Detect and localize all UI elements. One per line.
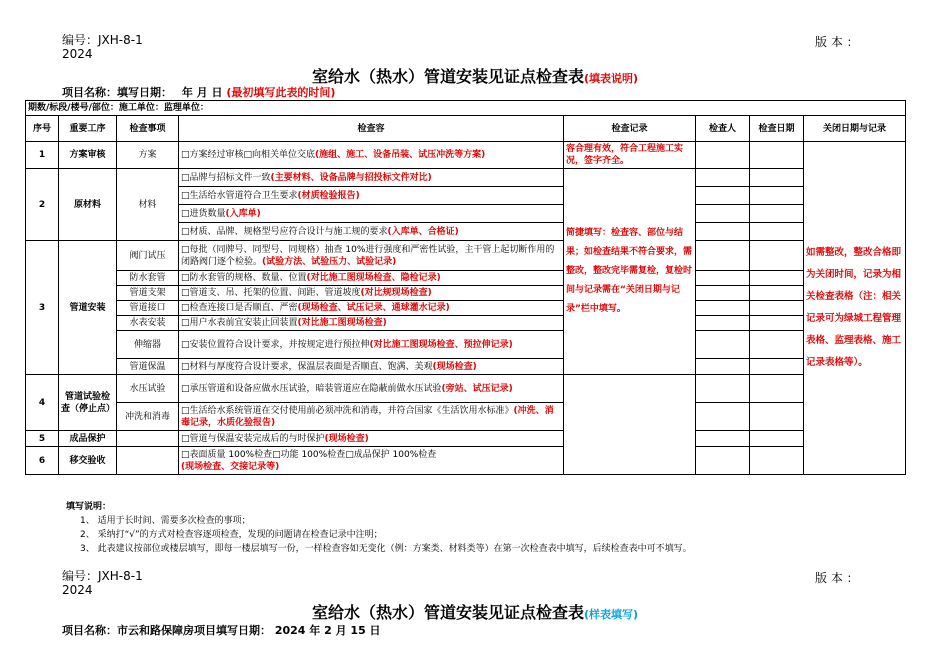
row-item: 管道接口 bbox=[117, 301, 179, 316]
content-text: □材料与厚度符合设计要求，保温层表面是否顺直、饱满、美观 bbox=[181, 361, 433, 372]
row-content bbox=[179, 331, 564, 359]
row-no: 2 bbox=[26, 169, 59, 241]
date-cell[interactable] bbox=[750, 375, 804, 403]
table-row bbox=[26, 169, 906, 187]
inspector-cell[interactable] bbox=[696, 223, 750, 241]
header-date: 检查日期 bbox=[750, 116, 804, 142]
row-no: 6 bbox=[26, 447, 59, 475]
row-item: 阀门试压 bbox=[117, 241, 179, 271]
content-text: □承压管道和设备应做水压试验，暗装管道应在隐蔽前做水压试验 bbox=[181, 383, 442, 394]
close-note: 如需整改，整改合格即为关闭时间，记录为相关检查表格（注：相关记录可为绿城工程管理表格、监理表格、施工记录表格等）。 bbox=[804, 142, 906, 475]
row-content bbox=[179, 375, 564, 403]
content-hint: (对比施工图现场检查、预拉伸记录) bbox=[369, 339, 513, 350]
date-cell[interactable] bbox=[750, 403, 804, 431]
row-content bbox=[179, 286, 564, 301]
content-text: □方案经过审核□向相关单位交底 bbox=[181, 150, 316, 160]
row-content bbox=[179, 142, 564, 169]
date-note: (最初填写此表的时间) bbox=[226, 86, 336, 99]
content-hint: (冲洗、消毒记录，水质化验报告) bbox=[181, 405, 554, 428]
row-item: 材料 bbox=[117, 169, 179, 241]
row-item bbox=[117, 447, 179, 475]
row-content bbox=[179, 447, 564, 475]
doc-code bbox=[62, 33, 182, 61]
row-process: 管道安装 bbox=[59, 241, 117, 375]
doc-code-2 bbox=[62, 569, 182, 597]
table-row bbox=[26, 301, 906, 316]
row-no: 5 bbox=[26, 431, 59, 447]
instructions bbox=[66, 500, 926, 556]
project-line-2: 项目名称：市云和路保障房项目填写日期： 2024 年 2 月 15 日 bbox=[62, 624, 381, 637]
row-item: 水表安装 bbox=[117, 316, 179, 331]
doc-code-text-2: 编号：JXH-8-1 bbox=[62, 569, 143, 583]
doc-title-note: (填表说明) bbox=[583, 72, 639, 85]
doc-title-text-2: 室给水（热水）管道安装见证点检查表 bbox=[311, 603, 584, 622]
doc-version-2: 版 本 ： bbox=[815, 571, 859, 585]
inspector-cell[interactable] bbox=[696, 187, 750, 205]
table-row bbox=[26, 316, 906, 331]
inspector-cell[interactable] bbox=[696, 447, 750, 475]
inspector-cell[interactable] bbox=[696, 375, 750, 403]
content-text: □生活给水管道符合卫生要求 bbox=[181, 190, 298, 201]
content-text: □每批（同牌号、同型号、同规格）抽查 10%进行强度和严密性试验，主干管上起切断作用的闭路阀门逐个检验。 bbox=[181, 244, 555, 267]
row-content bbox=[179, 359, 564, 375]
row-process: 原材料 bbox=[59, 169, 117, 241]
date-cell[interactable] bbox=[750, 187, 804, 205]
header-content: 检查容 bbox=[179, 116, 564, 142]
project-line bbox=[62, 84, 335, 100]
record-note: 容合理有效，符合工程施工实况，签字齐全。 bbox=[564, 142, 696, 169]
doc-version: 版 本 ： bbox=[815, 35, 859, 49]
inspector-cell[interactable] bbox=[696, 403, 750, 431]
content-hint: (对比规现场检查) bbox=[360, 288, 432, 298]
date-cell[interactable] bbox=[750, 331, 804, 359]
row-item: 冲洗和消毒 bbox=[117, 403, 179, 431]
date-cell[interactable] bbox=[750, 316, 804, 331]
doc-title-note-2: (样表填写) bbox=[583, 608, 639, 621]
content-text: □品牌与招标文件一致 bbox=[181, 172, 271, 183]
header-record: 检查记录 bbox=[564, 116, 696, 142]
row-process: 方案审核 bbox=[59, 142, 117, 169]
date-cell[interactable] bbox=[750, 241, 804, 271]
row-item bbox=[117, 431, 179, 447]
inspector-cell[interactable] bbox=[696, 271, 750, 286]
project-label: 项目名称：填写日期： bbox=[62, 86, 172, 99]
table-row bbox=[26, 286, 906, 301]
table-row bbox=[26, 142, 906, 169]
row-content bbox=[179, 403, 564, 431]
content-hint: (入库单) bbox=[225, 208, 261, 219]
content-text: □生活给水系统管道在交付使用前必须冲洗和消毒，并符合国家《生活饮用水标准》 bbox=[181, 405, 514, 416]
row-item: 管道支架 bbox=[117, 286, 179, 301]
table-row bbox=[26, 375, 906, 403]
content-hint: (对比施工图现场检查) bbox=[297, 318, 387, 328]
row-no: 3 bbox=[26, 241, 59, 375]
table-row bbox=[26, 447, 906, 475]
content-text: □表面质量 100%检查□功能 100%检查□成品保护 100%检查 bbox=[181, 449, 437, 460]
row-process: 移交验收 bbox=[59, 447, 117, 475]
row-content bbox=[179, 241, 564, 271]
inspector-cell[interactable] bbox=[696, 431, 750, 447]
content-text: □防水套管的规格、数量、位置 bbox=[181, 273, 307, 283]
inspector-cell[interactable] bbox=[696, 316, 750, 331]
row-item: 方案 bbox=[117, 142, 179, 169]
row-no: 1 bbox=[26, 142, 59, 169]
doc-year-2: 2024 bbox=[62, 583, 93, 597]
table-row bbox=[26, 403, 906, 431]
table-row bbox=[26, 359, 906, 375]
inspection-table bbox=[25, 100, 906, 475]
date-cell[interactable] bbox=[750, 223, 804, 241]
inspector-cell[interactable] bbox=[696, 331, 750, 359]
row-item: 水压试验 bbox=[117, 375, 179, 403]
row-content bbox=[179, 223, 564, 241]
content-text: □检查连接口是否顺直、严密 bbox=[181, 303, 298, 313]
content-hint: (现场检查、试压记录、通球灌水记录) bbox=[297, 303, 450, 313]
row-process: 管道试验检查（停止点） bbox=[59, 375, 117, 431]
header-process: 重要工序 bbox=[59, 116, 117, 142]
content-hint: (现场检查) bbox=[432, 361, 477, 372]
content-hint: (入库单、合格证) bbox=[387, 226, 459, 237]
row-item: 伸缩器 bbox=[117, 331, 179, 359]
inspector-cell[interactable] bbox=[696, 142, 750, 169]
row-content bbox=[179, 316, 564, 331]
table-row bbox=[26, 271, 906, 286]
date-cell[interactable] bbox=[750, 286, 804, 301]
content-hint: (现场检查) bbox=[324, 433, 369, 444]
date-cell[interactable] bbox=[750, 142, 804, 169]
date-cell[interactable] bbox=[750, 271, 804, 286]
date-cell[interactable] bbox=[750, 359, 804, 375]
table-row bbox=[26, 331, 906, 359]
row-item: 管道保温 bbox=[117, 359, 179, 375]
row-content bbox=[179, 431, 564, 447]
content-text: □安装位置符合设计要求，并按规定进行预拉伸 bbox=[181, 339, 370, 350]
table-row bbox=[26, 431, 906, 447]
content-hint: (主要材料、设备品牌与招投标文件对比) bbox=[270, 172, 432, 183]
doc-title-2 bbox=[0, 600, 950, 623]
row-process: 成品保护 bbox=[59, 431, 117, 447]
date-cell[interactable] bbox=[750, 301, 804, 316]
date-cell[interactable] bbox=[750, 205, 804, 223]
meta-row bbox=[26, 101, 906, 116]
doc-title-text: 室给水（热水）管道安装见证点检查表 bbox=[311, 67, 584, 86]
inspector-cell[interactable] bbox=[696, 286, 750, 301]
date-cell[interactable] bbox=[750, 447, 804, 475]
date-cell[interactable] bbox=[750, 431, 804, 447]
content-hint: (旁站、试压记录) bbox=[441, 383, 513, 394]
row-content bbox=[179, 187, 564, 205]
inspector-cell[interactable] bbox=[696, 359, 750, 375]
header-no: 序号 bbox=[26, 116, 59, 142]
content-text: □管道与保温安装完成后的与时保护 bbox=[181, 433, 325, 444]
instructions-title: 填写说明： bbox=[66, 502, 112, 512]
row-content bbox=[179, 271, 564, 286]
content-hint: (对比施工图现场检查、隐检记录) bbox=[306, 273, 441, 283]
content-text: □进货数量 bbox=[181, 208, 226, 219]
record-note-2: 简捷填写：检查容、部位与结果；如检查结果不符合要求，需整改，整改完毕需复检，复检时间与记录需在“关闭日期与记录”栏中填写。 bbox=[564, 169, 696, 375]
inspector-cell[interactable] bbox=[696, 241, 750, 271]
header-close: 关闭日期与记录 bbox=[804, 116, 906, 142]
row-content bbox=[179, 169, 564, 187]
inspector-cell[interactable] bbox=[696, 301, 750, 316]
record-cell[interactable] bbox=[564, 375, 696, 475]
content-text: □用户水表前宜安装止回装置 bbox=[181, 318, 298, 328]
row-content bbox=[179, 205, 564, 223]
date-fields: 年 月 日 bbox=[181, 86, 223, 99]
header-item: 检查事项 bbox=[117, 116, 179, 142]
inspector-cell[interactable] bbox=[696, 169, 750, 187]
content-text: □管道支、吊、托架的位置、间距、管道坡度 bbox=[181, 288, 361, 298]
content-hint: (材质检验报告) bbox=[297, 190, 360, 201]
instruction-item: 3、 此表建议按部位或楼层填写，即每一楼层填写一份，一样检查容如无变化（例：方案类、材料类等）在第一次检查表中填写，后续检查表中可不填写。 bbox=[80, 544, 692, 554]
table-row bbox=[26, 241, 906, 271]
instruction-item: 2、 采纳打“√”的方式对检查容逐项检查，发现的问题请在检查记录中注明； bbox=[80, 530, 383, 540]
content-hint: (施组、施工、设备吊装、试压冲洗等方案) bbox=[315, 150, 486, 160]
doc-year: 2024 bbox=[62, 47, 93, 61]
content-hint: (现场检查、交接记录等) bbox=[181, 461, 280, 472]
row-no: 4 bbox=[26, 375, 59, 431]
header-inspector: 检查人 bbox=[696, 116, 750, 142]
meta-cell: 期数/标段/楼号/部位：施工单位：监理单位： bbox=[26, 101, 906, 116]
content-text: □材质、品牌、规格型号应符合设计与施工规的要求 bbox=[181, 226, 388, 237]
row-item: 防水套管 bbox=[117, 271, 179, 286]
inspector-cell[interactable] bbox=[696, 205, 750, 223]
header-row bbox=[26, 116, 906, 142]
instruction-item: 1、 适用于长时间、需要多次检查的事项； bbox=[80, 516, 251, 526]
date-cell[interactable] bbox=[750, 169, 804, 187]
row-content bbox=[179, 301, 564, 316]
doc-code-text: 编号：JXH-8-1 bbox=[62, 33, 143, 47]
content-hint: (试验方法、试验压力、试验记录) bbox=[262, 256, 397, 267]
